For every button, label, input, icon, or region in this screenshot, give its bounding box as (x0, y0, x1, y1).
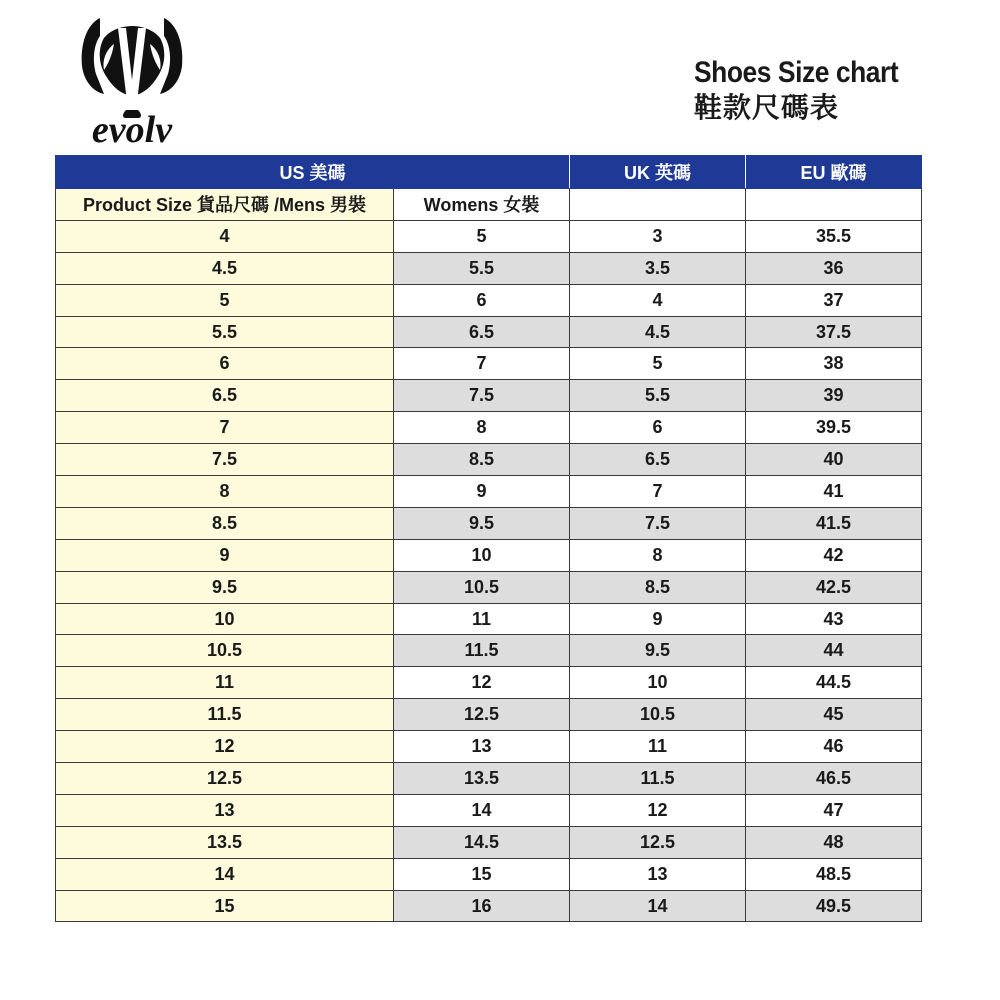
size-rows (56, 220, 922, 922)
uk-size: 9 (570, 603, 746, 635)
eu-size: 37.5 (746, 316, 922, 348)
uk-size: 5 (570, 348, 746, 380)
table-row (56, 635, 922, 667)
uk-size: 6.5 (570, 444, 746, 476)
eu-size: 43 (746, 603, 922, 635)
eu-size: 41 (746, 476, 922, 508)
table-row (56, 507, 922, 539)
us-mens-size: 7.5 (56, 444, 394, 476)
eu-size: 42.5 (746, 571, 922, 603)
us-womens-size: 11.5 (394, 635, 570, 667)
eu-size: 46.5 (746, 763, 922, 795)
womens-column-header: Womens 女裝 (394, 189, 570, 221)
us-womens-size: 16 (394, 890, 570, 922)
us-mens-size: 4 (56, 220, 394, 252)
us-womens-size: 8.5 (394, 444, 570, 476)
us-mens-size: 11 (56, 667, 394, 699)
us-mens-size: 14 (56, 858, 394, 890)
eu-size: 47 (746, 794, 922, 826)
page-title: Shoes Size chart (693, 56, 899, 89)
uk-size: 9.5 (570, 635, 746, 667)
us-womens-size: 7.5 (394, 380, 570, 412)
us-mens-size: 12.5 (56, 763, 394, 795)
uk-group-header: UK 英碼 (570, 156, 746, 189)
us-womens-size: 14.5 (394, 826, 570, 858)
us-mens-size: 4.5 (56, 252, 394, 284)
us-mens-size: 9 (56, 539, 394, 571)
table-row (56, 284, 922, 316)
size-chart-table (55, 155, 922, 922)
table-row (56, 571, 922, 603)
uk-size: 13 (570, 858, 746, 890)
badger-logo-icon (52, 14, 212, 149)
table-row (56, 412, 922, 444)
table-row (56, 539, 922, 571)
us-womens-size: 15 (394, 858, 570, 890)
us-mens-size: 8 (56, 476, 394, 508)
uk-size: 7.5 (570, 507, 746, 539)
us-mens-size: 8.5 (56, 507, 394, 539)
uk-size: 14 (570, 890, 746, 922)
uk-size: 10.5 (570, 699, 746, 731)
table-row (56, 699, 922, 731)
table-row (56, 380, 922, 412)
us-womens-size: 5.5 (394, 252, 570, 284)
us-womens-size: 11 (394, 603, 570, 635)
us-womens-size: 14 (394, 794, 570, 826)
table-row (56, 220, 922, 252)
eu-size: 35.5 (746, 220, 922, 252)
eu-size: 38 (746, 348, 922, 380)
us-womens-size: 8 (394, 412, 570, 444)
eu-size: 39 (746, 380, 922, 412)
column-header-row (56, 189, 922, 221)
us-womens-size: 6 (394, 284, 570, 316)
us-mens-size: 5.5 (56, 316, 394, 348)
eu-size: 36 (746, 252, 922, 284)
table-row (56, 763, 922, 795)
us-womens-size: 6.5 (394, 316, 570, 348)
uk-size: 4.5 (570, 316, 746, 348)
us-womens-size: 13.5 (394, 763, 570, 795)
evolv-logo (52, 14, 212, 149)
eu-size: 46 (746, 731, 922, 763)
us-womens-size: 5 (394, 220, 570, 252)
us-womens-size: 10.5 (394, 571, 570, 603)
us-womens-size: 9 (394, 476, 570, 508)
eu-group-header: EU 歐碼 (746, 156, 922, 189)
eu-size: 39.5 (746, 412, 922, 444)
uk-size: 6 (570, 412, 746, 444)
eu-size: 42 (746, 539, 922, 571)
us-womens-size: 13 (394, 731, 570, 763)
eu-size: 41.5 (746, 507, 922, 539)
table-row (56, 444, 922, 476)
us-group-header: US 美碼 (56, 156, 570, 189)
eu-size: 37 (746, 284, 922, 316)
us-womens-size: 12.5 (394, 699, 570, 731)
eu-size: 44 (746, 635, 922, 667)
eu-size: 48 (746, 826, 922, 858)
us-mens-size: 5 (56, 284, 394, 316)
eu-size: 45 (746, 699, 922, 731)
us-mens-size: 9.5 (56, 571, 394, 603)
page-title-chinese: 鞋款尺碼表 (693, 92, 839, 123)
us-mens-size: 6 (56, 348, 394, 380)
title-block (694, 56, 926, 126)
table-row (56, 316, 922, 348)
table-row (56, 731, 922, 763)
uk-size: 11.5 (570, 763, 746, 795)
us-womens-size: 10 (394, 539, 570, 571)
table-row (56, 476, 922, 508)
uk-column-header (570, 189, 746, 221)
mens-column-header: Product Size 貨品尺碼 /Mens 男裝 (56, 189, 394, 221)
table-row (56, 890, 922, 922)
us-womens-size: 9.5 (394, 507, 570, 539)
eu-size: 40 (746, 444, 922, 476)
table-row (56, 858, 922, 890)
us-mens-size: 6.5 (56, 380, 394, 412)
table-row (56, 826, 922, 858)
us-mens-size: 10.5 (56, 635, 394, 667)
us-mens-size: 13.5 (56, 826, 394, 858)
us-mens-size: 13 (56, 794, 394, 826)
us-mens-size: 10 (56, 603, 394, 635)
us-womens-size: 7 (394, 348, 570, 380)
uk-size: 12 (570, 794, 746, 826)
uk-size: 4 (570, 284, 746, 316)
uk-size: 12.5 (570, 826, 746, 858)
eu-size: 44.5 (746, 667, 922, 699)
us-mens-size: 7 (56, 412, 394, 444)
uk-size: 5.5 (570, 380, 746, 412)
eu-size: 49.5 (746, 890, 922, 922)
us-mens-size: 15 (56, 890, 394, 922)
us-mens-size: 11.5 (56, 699, 394, 731)
table-row (56, 252, 922, 284)
eu-size: 48.5 (746, 858, 922, 890)
table-row (56, 603, 922, 635)
uk-size: 3.5 (570, 252, 746, 284)
table-row (56, 348, 922, 380)
uk-size: 10 (570, 667, 746, 699)
table-row (56, 794, 922, 826)
eu-column-header (746, 189, 922, 221)
uk-size: 8 (570, 539, 746, 571)
brand-wordmark: evolv (91, 109, 173, 149)
us-womens-size: 12 (394, 667, 570, 699)
uk-size: 8.5 (570, 571, 746, 603)
table-row (56, 667, 922, 699)
uk-size: 11 (570, 731, 746, 763)
uk-size: 7 (570, 476, 746, 508)
uk-size: 3 (570, 220, 746, 252)
us-mens-size: 12 (56, 731, 394, 763)
group-header-row (56, 156, 922, 189)
